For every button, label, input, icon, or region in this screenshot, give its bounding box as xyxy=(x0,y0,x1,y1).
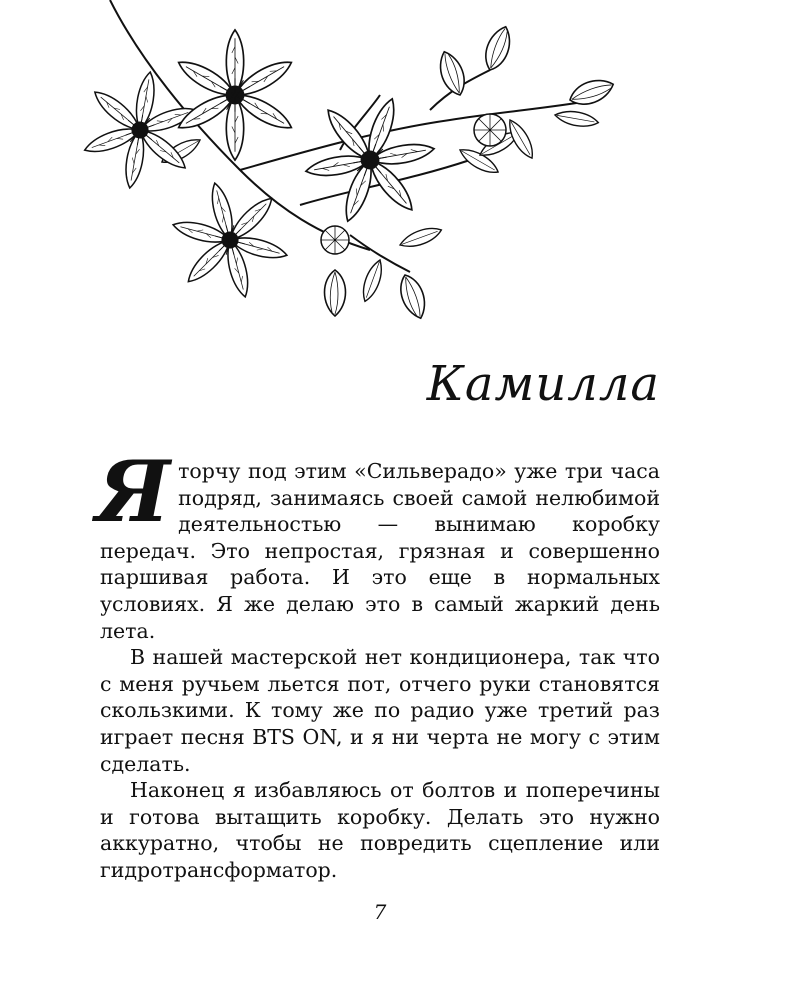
paragraph-3: Наконец я избавляюсь от болтов и поперечины и готова вытащить коробку. Делать это нужно аккуратно, чтобы не повредить сцепление или гидротрансформатор. xyxy=(100,778,660,882)
body-text xyxy=(96,442,660,884)
paragraph-2: В нашей мастерской нет кондиционера, так что с меня ручьем льется пот, отчего руки становятся скользкими. К тому же по радио уже третий раз играет песня BTS ON, и я ни черта не могу с этим сделать. xyxy=(100,645,660,776)
paragraph-1 xyxy=(96,442,660,644)
drop-cap: Я xyxy=(96,442,171,541)
paragraph-1-text: торчу под этим «Сильверадо» уже три часа подряд, занимаясь своей самой нелюбимой деятельностью — вынимаю коробку передач. Это непростая, грязная и совершенно паршивая работа. И это еще в нормальных условиях. Я же делаю это в самый жаркий день лета. xyxy=(100,459,660,643)
clematis-flowers-illustration xyxy=(50,0,650,340)
chapter-title: Камилла xyxy=(426,356,660,412)
page-number: 7 xyxy=(373,900,387,924)
